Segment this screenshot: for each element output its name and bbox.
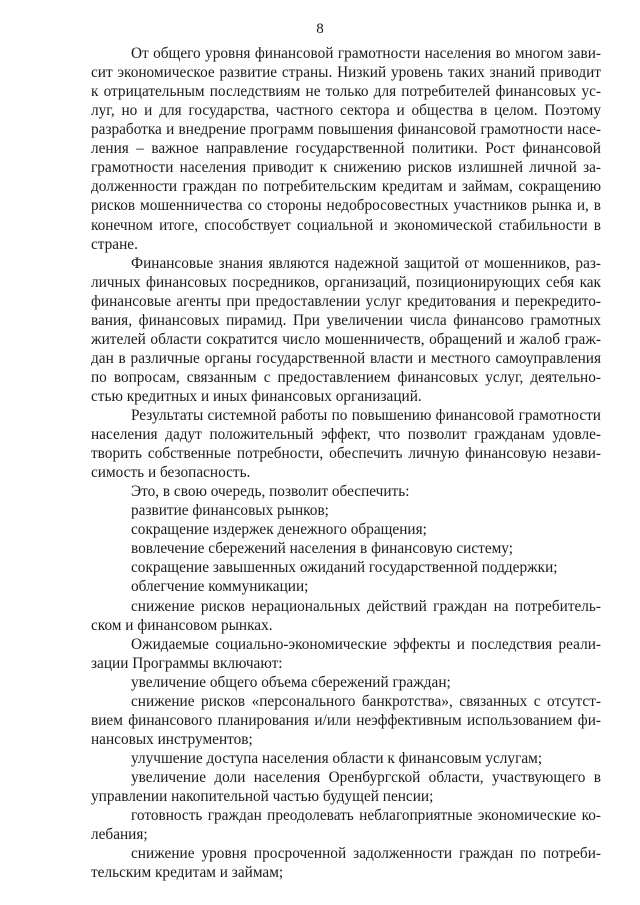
- text-line: симость и безопасность.: [91, 464, 251, 482]
- text-line: готовность граждан преодолевать неблагоприятные экономические ко-: [131, 807, 601, 824]
- text-line: луг, но и для государства, частного сектора и общества в целом. Поэтому: [91, 102, 601, 120]
- text-line: вовлечение сбережений населения в финансовую систему;: [131, 540, 513, 558]
- text-line: зации Программы включают:: [91, 654, 283, 672]
- text-line: нансовых инструментов;: [91, 730, 253, 748]
- text-line: Ожидаемые социально-экономические эффекты и последствия реали-: [131, 635, 601, 653]
- text-line: стране.: [91, 235, 138, 253]
- text-line: Результаты системной работы по повышению финансовой грамотности: [131, 406, 601, 424]
- text-line: грамотности населения приводит к снижению рисков излишней личной за-: [91, 159, 601, 177]
- text-line: дан в различные органы государственной власти и местного самоуправления: [91, 349, 601, 367]
- text-line: долженности граждан по потребительским кредитам и займам, сокращению: [91, 178, 601, 196]
- text-line: вием финансового планирования и/или неэффективным использованием фи-: [91, 711, 601, 729]
- text-line: по вопросам, связанным с предоставлением финансовых услуг, деятельно-: [91, 368, 601, 386]
- text-line: сит экономическое развитие страны. Низкий уровень таких знаний приводит: [91, 64, 601, 81]
- text-line: личных финансовых посредников, организаций, позиционирующих себя как: [91, 273, 601, 291]
- text-line: творить собственные потребности, обеспечить личную финансовую незави-: [91, 445, 601, 463]
- text-line: ления – важное направление государственной политики. Рост финансовой: [91, 140, 601, 158]
- text-line: жителей области сократится число мошенничеств, обращений и жалоб граж-: [91, 330, 601, 348]
- text-line: Финансовые знания являются надежной защитой от мошенников, раз-: [131, 254, 601, 272]
- text-line: Это, в свою очередь, позволит обеспечить:: [131, 483, 410, 501]
- text-line: управлении накопительной частью будущей пенсии;: [91, 788, 434, 805]
- text-line: лебания;: [91, 826, 148, 844]
- text-line: снижение рисков «персонального банкротства», связанных с отсутст-: [131, 692, 601, 710]
- text-line: сокращение завышенных ожиданий государственной поддержки;: [131, 559, 558, 577]
- text-line: населения дадут положительный эффект, что позволит гражданам удовле-: [91, 426, 601, 443]
- text-line: тельским кредитам и займам;: [91, 864, 284, 882]
- text-line: ском и финансовом рынках.: [91, 616, 273, 634]
- text-line: к отрицательным последствиям не только для потребителей финансовых ус-: [91, 83, 601, 101]
- text-line: снижение уровня просроченной задолженности граждан по потреби-: [131, 845, 601, 863]
- text-line: сокращение издержек денежного обращения;: [131, 521, 427, 539]
- page-number: 8: [316, 21, 324, 37]
- text-line: рисков мошенничества со стороны недобросовестных участников рынка и, в: [91, 197, 601, 215]
- text-line: От общего уровня финансовой грамотности населения во многом зави-: [131, 45, 601, 62]
- text-line: разработка и внедрение программ повышения финансовой грамотности насе-: [91, 121, 601, 139]
- text-line: развитие финансовых рынков;: [131, 502, 329, 520]
- text-line: стью кредитных и иных финансовых организаций.: [91, 387, 422, 405]
- text-line: улучшение доступа населения области к финансовым услугам;: [131, 749, 543, 767]
- text-line: финансовые агенты при предоставлении услуг кредитования и перекредито-: [91, 292, 601, 310]
- text-line: облегчение коммуникации;: [131, 578, 309, 596]
- text-line: конечном итоге, способствует социальной и экономической стабильности в: [91, 216, 601, 234]
- text-line: увеличение доли населения Оренбургской области, участвующего в: [131, 768, 601, 786]
- text-line: увеличение общего объема сбережений граждан;: [131, 673, 451, 691]
- text-line: снижение рисков нерациональных действий граждан на потребитель-: [131, 597, 601, 615]
- text-line: вания, финансовых пирамид. При увеличении числа финансово грамотных: [91, 311, 601, 329]
